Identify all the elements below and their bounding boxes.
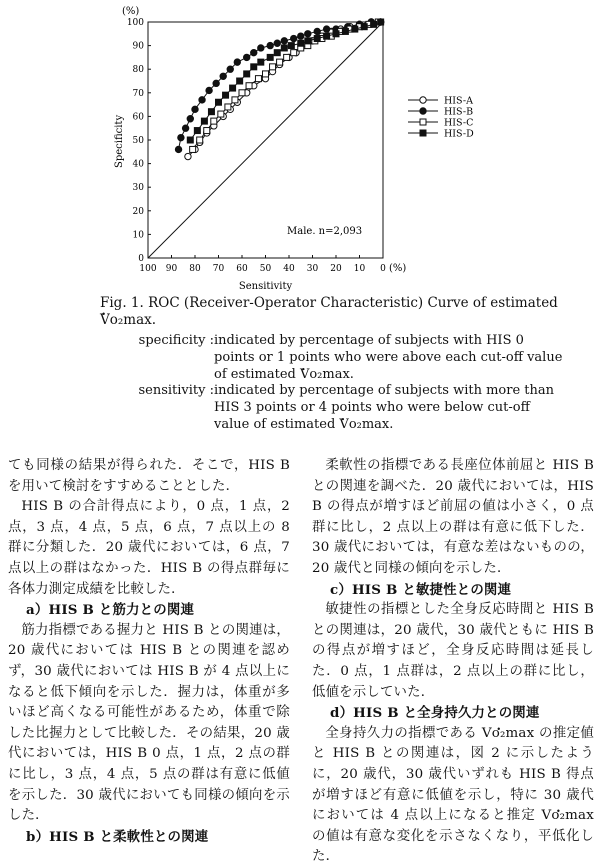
section-heading-d: d）HIS B と全身持久力との関連 [330,705,540,722]
right-vo-1: V • [482,726,492,741]
legend-swatch [420,130,426,136]
data-point [267,54,273,60]
data-point [192,106,198,112]
data-point [305,31,311,37]
data-point [270,64,276,70]
y-tick-label: 80 [132,65,144,76]
legend-swatch [420,119,426,125]
data-point [234,59,240,65]
x-tick-label: 30 [306,264,319,274]
data-point [204,128,210,134]
x-tick-label: 20 [330,264,342,274]
caption-specificity-tail: o₂max. [309,367,354,382]
data-point [274,40,280,46]
y-tick-label: 20 [132,206,144,217]
data-point [291,50,297,56]
data-point [352,26,358,32]
data-point [281,45,287,51]
data-point [251,64,257,70]
caption-sensitivity-tail: o₂max. [348,417,394,432]
data-point [251,49,257,55]
caption-sensitivity-label: sensitivity : [138,383,214,398]
data-point [216,99,222,105]
x-tick-label: 70 [212,264,225,274]
left-paragraph-3: 筋力指標である握力と HIS B との関連は，20 歳代においては HIS B との関連を認めず，30 歳代においては HIS B が 4 点以上になると低下傾向を示した．握力は，体重が多いほど高くなる可能性があるため，体重で除した比握力として比較した．その結果，20 歳代においては，HIS B 0 点，1 点，2 点の群に比し，3 点，4 点，5 点の群は有意に低値を示した．30 歳代においても同様の傾向を示した． [8,622,290,824]
legend-label: HIS-C [444,117,474,129]
x-tick-label: 80 [189,264,201,274]
data-point [194,128,200,134]
data-point [291,35,297,41]
data-point [298,33,304,39]
data-point [323,26,329,32]
caption-specificity-text: indicated by percentage of subjects with HIS 0 points or 1 points who were above each cut-off value of estimated [214,333,563,382]
section-heading-b: b）HIS B と柔軟性との関連 [26,828,209,845]
data-point [211,118,217,124]
data-point [258,59,264,65]
legend-swatch [420,97,426,103]
roc-chart [0,0,600,295]
data-point [255,76,261,82]
x-tick-label: 40 [283,264,295,274]
data-point [342,28,348,34]
y-tick-label: 0 [138,254,144,264]
right-vo-2: V • [541,808,551,823]
data-point [281,38,287,44]
caption-sensitivity-text: indicated by percentage of subjects with more than HIS 3 points or 4 points who were below cut-off value of estimated [214,383,555,432]
caption-title-suffix: o₂max. [109,312,157,328]
data-point [244,54,250,60]
data-point [305,38,311,44]
x-tick-label: 10 [353,264,366,274]
chart-series [175,19,383,160]
x-tick-label: 50 [259,264,272,274]
data-point [288,43,294,49]
caption-specificity [102,332,564,383]
data-point [175,146,181,152]
legend-label: HIS-B [444,106,474,118]
right-paragraph-3c: o₂max の値は有意な変化を示さなくなり，平低化した． [312,808,594,865]
caption-sensitivity [102,382,564,433]
data-point [314,28,320,34]
caption-sensitivity-vo: V • [339,417,348,432]
data-point [187,116,193,122]
data-point [232,97,238,103]
data-point [267,42,273,48]
x-unit-label: (%) [389,263,407,274]
data-point [185,153,191,159]
y-axis-title: Specificity [114,114,125,168]
data-point [277,59,283,65]
data-point [263,71,269,77]
y-tick-label: 30 [132,183,144,194]
left-paragraph-1: ても同様の結果が得られた．そこで，HIS B を用いて検討をすすめることとした． [8,458,290,494]
data-point [244,71,250,77]
data-point [206,87,212,93]
x-tick-label: 100 [139,264,157,274]
legend-label: HIS-D [444,128,474,140]
y-tick-label: 100 [126,18,144,28]
section-heading-a: a）HIS B と筋力との関連 [26,602,195,619]
caption-title-vo: V • [100,312,110,328]
data-point [213,80,219,86]
right-paragraph-3b: o₂max の推定値と HIS B との関連は，図 2 に示したように，20 歳代，30 歳代いずれも HIS B 得点が増すほど有意に低値を示し，特に 30 歳代においては 4 点以上になると推定 [312,725,595,824]
data-point [197,137,203,143]
data-point [361,24,367,30]
legend-label: HIS-A [444,95,473,107]
left-paragraph-2: HIS B の合計得点により，0 点，1 点，2 点，3 点，4 点，5 点，6 点，7 点以上の 8 群に分類した．20 歳代においては，6 点，7 点以上の群はなかった．HIS B の得点群毎に各体力測定成績を比較した． [8,499,290,597]
y-unit-label: (%) [122,6,140,17]
right-paragraph-2: 敏捷性の指標とした全身反応時間と HIS B との関連は，20 歳代，30 歳代ともに HIS B の得点が増すほど，全身反応時間は延長した．0 点，1 点群は，2 点以上の群に比し，低値を示していた． [312,602,594,700]
x-tick-label: 60 [236,264,248,274]
right-paragraph-3 [312,724,594,868]
sample-annotation: Male. n=2,093 [287,226,363,237]
caption-title-prefix: Fig. 1. ROC (Receiver-Operator Characteristic) Curve of estimated [100,295,558,311]
y-tick-label: 90 [132,41,144,52]
left-text-column [8,456,290,847]
right-paragraph-3a: 全身持久力の指標である [325,725,482,741]
data-point [333,31,339,37]
data-point [314,36,320,42]
data-point [237,78,243,84]
legend-swatch [420,108,426,114]
data-point [220,73,226,79]
data-point [190,146,196,152]
data-point [199,97,205,103]
x-tick-label: 90 [165,264,178,274]
data-point [274,50,280,56]
x-tick-label: 0 [380,264,386,274]
data-point [227,66,233,72]
data-point [371,21,377,27]
y-tick-label: 70 [132,88,144,99]
data-point [258,45,264,51]
data-point [324,33,330,39]
data-point [239,90,245,96]
data-point [208,109,214,115]
x-axis-title: Sensitivity [238,281,293,292]
y-tick-label: 40 [132,159,144,170]
caption-specificity-label: specificity : [138,333,214,348]
data-point [298,40,304,46]
data-point [230,85,236,91]
section-heading-c: c）HIS B と敏捷性との関連 [330,581,512,598]
data-point [218,111,224,117]
data-point [225,104,231,110]
figure-caption-title [100,295,570,329]
data-point [187,137,193,143]
data-point [223,92,229,98]
caption-specificity-vo: V • [300,367,309,382]
y-tick-label: 10 [132,230,144,241]
data-point [378,19,384,25]
right-paragraph-1: 柔軟性の指標である長座位体前屈と HIS B との関連を調べた．20 歳代においては，HIS B の得点が増すほど前屈の値は小さく，0 点群に比し，2 点以上の群は有意に低下した．30 歳代においては，有意な差はないものの，20 歳代と同様の傾向を示した． [312,458,594,576]
y-tick-label: 60 [132,112,144,123]
y-tick-label: 50 [132,136,144,146]
data-point [178,134,184,140]
data-point [182,125,188,131]
data-point [201,118,207,124]
data-point [246,83,252,89]
right-text-column [312,456,594,868]
chart-legend [408,96,474,140]
data-point [284,54,290,60]
